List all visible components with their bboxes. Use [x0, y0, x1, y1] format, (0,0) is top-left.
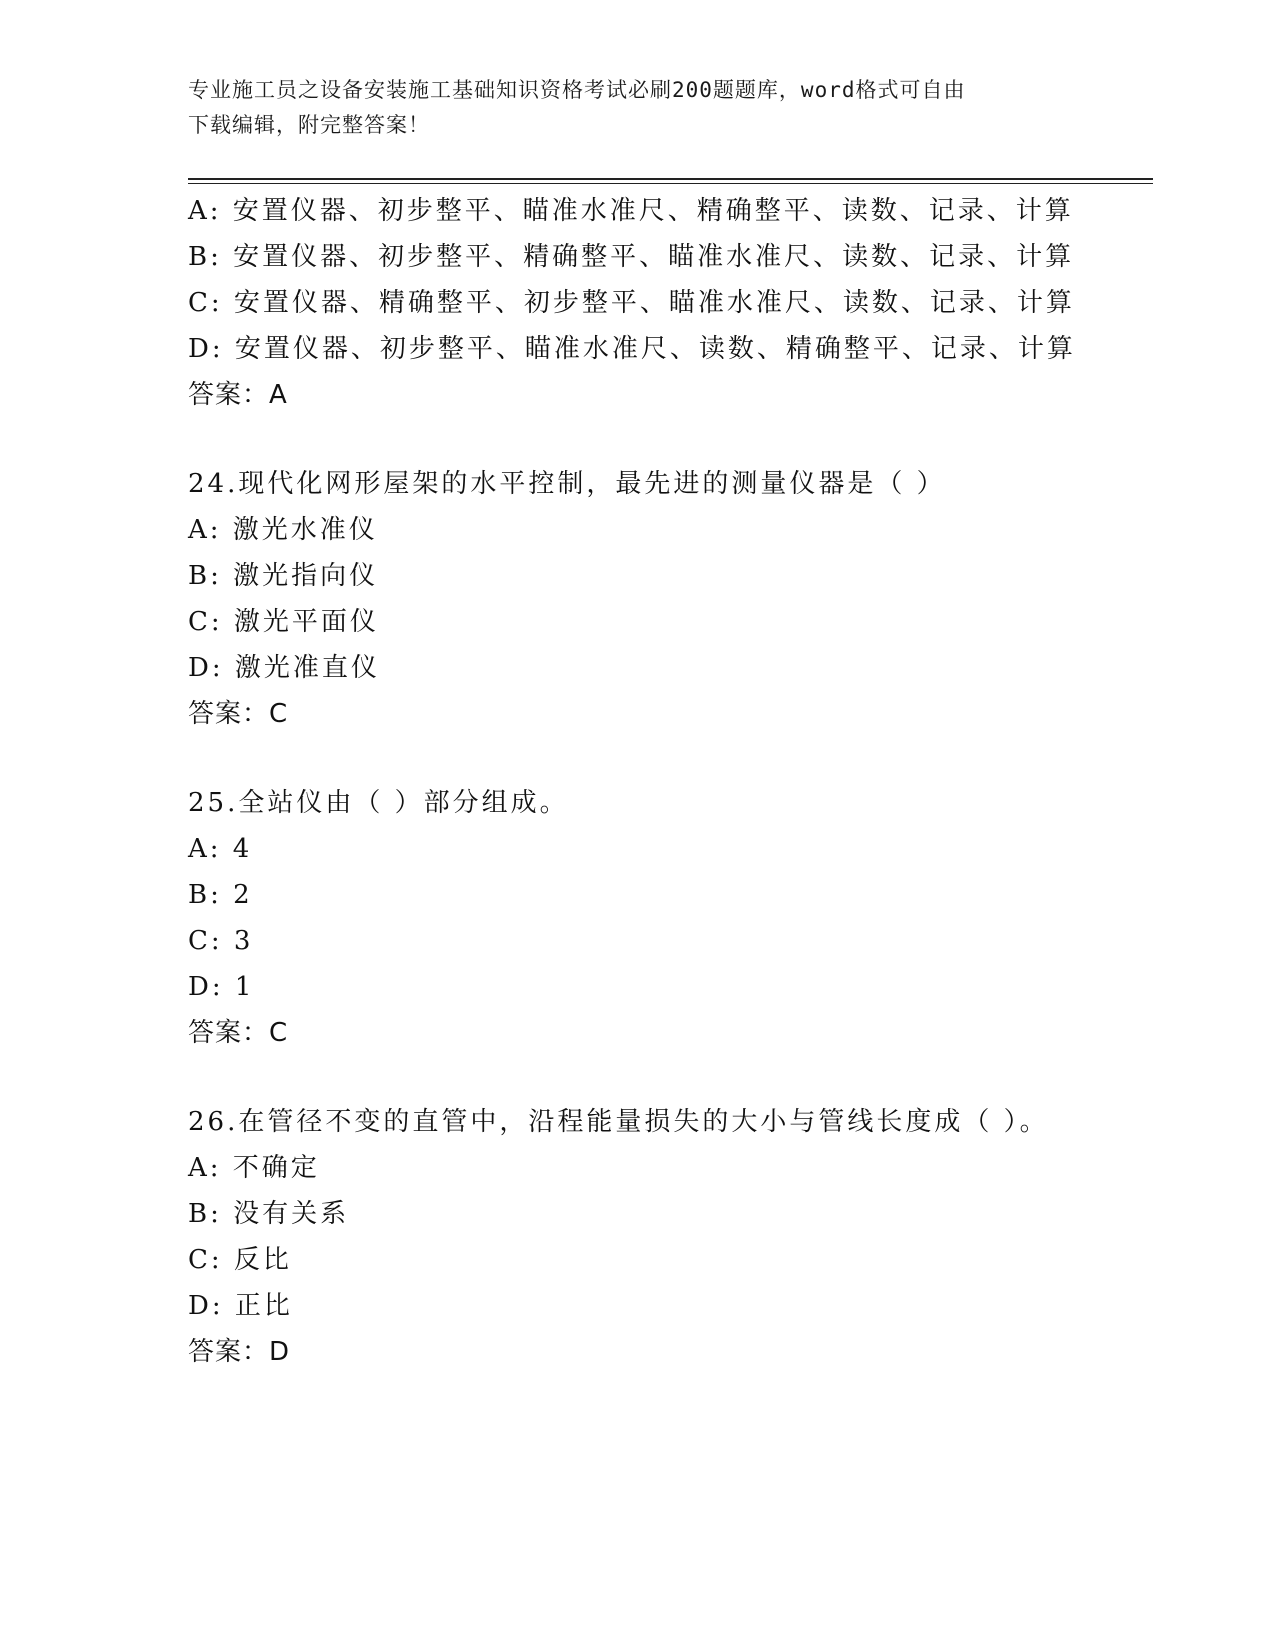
- option-b: B: 安置仪器、初步整平、精确整平、瞄准水准尺、读数、记录、计算: [188, 242, 1075, 272]
- question-text: 25.全站仪由（ ）部分组成。: [188, 788, 569, 818]
- option-c: C: 安置仪器、精确整平、初步整平、瞄准水准尺、读数、记录、计算: [188, 288, 1075, 318]
- spacer: [188, 737, 1148, 780]
- option-a: A: 激光水准仪: [188, 515, 378, 545]
- header-divider-thin: [188, 183, 1153, 184]
- answer: 答案：A: [188, 380, 288, 410]
- option-c: C: 反比: [188, 1245, 292, 1275]
- option-d: D: 激光准直仪: [188, 653, 380, 683]
- option-b: B: 没有关系: [188, 1199, 350, 1229]
- spacer: [188, 1056, 1148, 1099]
- document-header: [188, 73, 1068, 143]
- answer: 答案：C: [188, 1018, 289, 1048]
- option-d: D: 安置仪器、初步整平、瞄准水准尺、读数、精确整平、记录、计算: [188, 334, 1076, 364]
- answer: 答案：C: [188, 699, 289, 729]
- question-24: [188, 461, 1148, 737]
- question-text: 24.现代化网形屋架的水平控制，最先进的测量仪器是（ ）: [188, 469, 946, 499]
- option-d: D: 正比: [188, 1291, 293, 1321]
- answer: 答案：D: [188, 1337, 291, 1367]
- header-divider-thick: [188, 178, 1153, 180]
- question-26: [188, 1099, 1148, 1375]
- header-line-1: 专业施工员之设备安装施工基础知识资格考试必刷200题题库，word格式可自由: [188, 78, 966, 102]
- option-a: A: 不确定: [188, 1153, 320, 1183]
- option-c: C: 激光平面仪: [188, 607, 379, 637]
- option-a: A: 4: [188, 834, 253, 864]
- header-line-2: 下载编辑，附完整答案！: [188, 113, 430, 137]
- question-25: [188, 780, 1148, 1056]
- spacer: [188, 418, 1148, 461]
- question-text: 26.在管径不变的直管中，沿程能量损失的大小与管线长度成（ ）。: [188, 1107, 1049, 1137]
- option-b: B: 2: [188, 880, 253, 910]
- option-b: B: 激光指向仪: [188, 561, 379, 591]
- option-c: C: 3: [188, 926, 254, 956]
- option-a: A: 安置仪器、初步整平、瞄准水准尺、精确整平、读数、记录、计算: [188, 196, 1074, 226]
- question-list: [188, 188, 1148, 1375]
- option-d: D: 1: [188, 972, 255, 1002]
- question-23: [188, 188, 1148, 418]
